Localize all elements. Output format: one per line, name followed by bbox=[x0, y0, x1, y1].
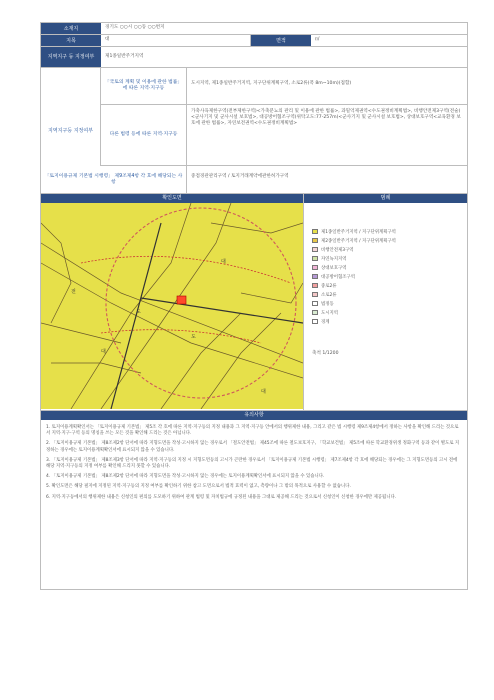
legend-swatch bbox=[312, 283, 318, 288]
legend-header: 범례 bbox=[304, 194, 467, 203]
map-section bbox=[40, 194, 468, 411]
law-a-text: 도시지역, 제1종일반주거지역, 지구단위계획구역, 소로2류(폭 8m~10m)(접함) bbox=[191, 81, 352, 86]
location-label: 소재지 bbox=[41, 23, 101, 34]
legend-item-label: 소로2류 bbox=[321, 292, 337, 298]
legend-swatch bbox=[312, 238, 318, 243]
legend-swatch bbox=[312, 247, 318, 252]
map-label: 도 bbox=[191, 334, 196, 340]
legend-item bbox=[312, 227, 461, 236]
note-item: 5. 확인도면은 해당 필지에 지정된 지역·지구등의 지정 여부를 확인하기 위한 참고 도면으로서 법적 효력이 없고, 측량이나 그 밖의 목적으로 사용할 수 없습니다. bbox=[46, 484, 351, 490]
zones-block bbox=[40, 68, 468, 194]
legend-item bbox=[312, 236, 461, 245]
notes-header: 유의사항 bbox=[41, 411, 467, 420]
legend-item bbox=[312, 317, 461, 326]
legend-item bbox=[312, 272, 461, 281]
note-item: 3. 「토지이용규제 기본법」 제8조제3항 단서에 따라 지역·지구등의 지정 시 지형도면등의 고시가 곤란한 경우로서 「토지이용규제 기본법 시행령」 제7조제4항 각 호에 해당되는 경우에는 그 지형도면등의 고시 전에 해당 지역·지구등의 지정 여부를 확인해 드리지 못할 수 있습니다. bbox=[46, 457, 458, 470]
legend-swatch bbox=[312, 310, 318, 315]
target-parcel bbox=[177, 296, 186, 304]
map-label: 대 bbox=[221, 259, 226, 265]
zoning-label: 지역지구 등 지정여부 bbox=[41, 47, 101, 67]
area-label: 면적 bbox=[251, 35, 311, 46]
legend-item bbox=[312, 245, 461, 254]
notes-section bbox=[40, 411, 468, 590]
legend-item-label: 법정동 bbox=[321, 301, 334, 307]
legend-swatch bbox=[312, 274, 318, 279]
note-item: 2. 「토지이용규제 기본법」 제8조제2항 단서에 따라 지형도면을 작성·고시하지 않는 경우로서 「철도안전법」 제45조에 따른 철도보호지구, 「학교보건법」 제5조에 따른 학교환경위생 정화구역 등과 같이 별도로 지정하는 경우에는 토지이용계획확인서에 표시되지 않을 수 있습니다. bbox=[46, 441, 460, 453]
law-c-label: 「토지이용규제 기본법 시행령」 제9조제4항 각 호에 해당되는 사항 bbox=[41, 166, 187, 193]
legend-item bbox=[312, 290, 461, 299]
legend-item-label: 제2종일반주거지역 / 지구단위계획구역 bbox=[321, 238, 396, 244]
category-value: 대 bbox=[101, 35, 251, 46]
note-item: 1. 토지이용계획확인서는 「토지이용규제 기본법」 제5조 각 호에 따른 지역·지구등의 지정 내용과 그 지역·지구등 안에서의 행위제한 내용, 그리고 같은 법 시행령 제9조제4항에서 정하는 사항을 확인해 드리는 것으로서 지역·지구·구역 등의 명칭을 쓰는 모든 것을 확인해 드리는 것은 아닙니다. bbox=[46, 425, 459, 437]
law-c-text: 중점경관관리구역 / 토지거래계약에관한허가구역 bbox=[191, 174, 289, 179]
law-b-label: 다른 법령 등에 따른 지역·지구등 bbox=[101, 105, 187, 165]
legend-swatch bbox=[312, 265, 318, 270]
legend-swatch bbox=[312, 256, 318, 261]
map-header: 확인도면 bbox=[41, 194, 303, 203]
category-label: 지목 bbox=[41, 35, 101, 46]
zoning-value: 제1종일반주거지역 bbox=[105, 54, 144, 59]
note-item: 6. 지역·지구등에서의 행위제한 내용은 신청인의 편의를 도모하기 위하여 관계 법령 및 자치법규에 규정된 내용을 그대로 제공해 드리는 것으로서 신청인이 신청한 경우에만 제공됩니다. bbox=[46, 494, 397, 500]
map-label: 전 bbox=[71, 289, 76, 295]
location-row bbox=[40, 22, 468, 35]
legend-item-label: 중로2류 bbox=[321, 283, 337, 289]
legend-item-label: 도시지역 bbox=[321, 310, 338, 316]
legend-item-label: 대공방어협조구역 bbox=[321, 274, 355, 280]
legend-item-label: 비행안전제3구역 bbox=[321, 247, 354, 253]
law-b-text: 가축사육제한구역(전부제한구역)<가축분뇨의 관리 및 이용에 관한 법률>, 과밀억제권역<수도권정비계획법>, 비행안전제3구역(전술)<군사기지 및 군사시설 보호법>, 대공방어협조구역(위탁고도:77-257m)<군사기지 및 군사시설 보호법>, 상대보호구역<교육환경 보호에 관한 법률>, 자연보전권역<수도권정비계획법> bbox=[191, 109, 461, 127]
legend-item bbox=[312, 281, 461, 290]
area-value: ㎡ bbox=[315, 37, 320, 42]
legend-swatch bbox=[312, 301, 318, 306]
legend-item bbox=[312, 254, 461, 263]
land-use-certificate bbox=[40, 22, 468, 590]
location-value: 경기도 ○○시 ○○동 ○○번지 bbox=[105, 25, 165, 30]
legend-list bbox=[304, 203, 467, 356]
land-map bbox=[41, 203, 303, 409]
legend-item bbox=[312, 263, 461, 272]
law-a-label: 「국토의 계획 및 이용에 관한 법률」에 따른 지역·지구등 bbox=[101, 68, 187, 104]
category-row bbox=[40, 35, 468, 47]
zoning-row bbox=[40, 47, 468, 68]
legend-item-label: 경계 bbox=[321, 319, 330, 325]
zones-side-label: 지역지구등 지정여부 bbox=[41, 68, 101, 193]
legend-swatch bbox=[312, 229, 318, 234]
legend-item bbox=[312, 308, 461, 317]
map-label: 대 bbox=[261, 389, 266, 395]
legend-swatch bbox=[312, 292, 318, 297]
legend-item-label: 자연녹지지역 bbox=[321, 256, 347, 262]
map-scale: 축척 1/1200 bbox=[312, 351, 339, 356]
map-label: 대 bbox=[101, 349, 106, 355]
note-item: 4. 「토지이용규제 기본법」 제8조제2항 단서에 따라 지형도면을 작성·고시하지 않는 경우에는 토지이용계획확인서에 표시되지 않을 수 있습니다. bbox=[46, 474, 325, 480]
legend-item-label: 상대보호구역 bbox=[321, 265, 347, 271]
legend-item-label: 제1종일반주거지역 / 지구단위계획구역 bbox=[321, 229, 396, 235]
map-label: 도 bbox=[136, 309, 141, 315]
legend-swatch bbox=[312, 319, 318, 324]
legend-item bbox=[312, 299, 461, 308]
